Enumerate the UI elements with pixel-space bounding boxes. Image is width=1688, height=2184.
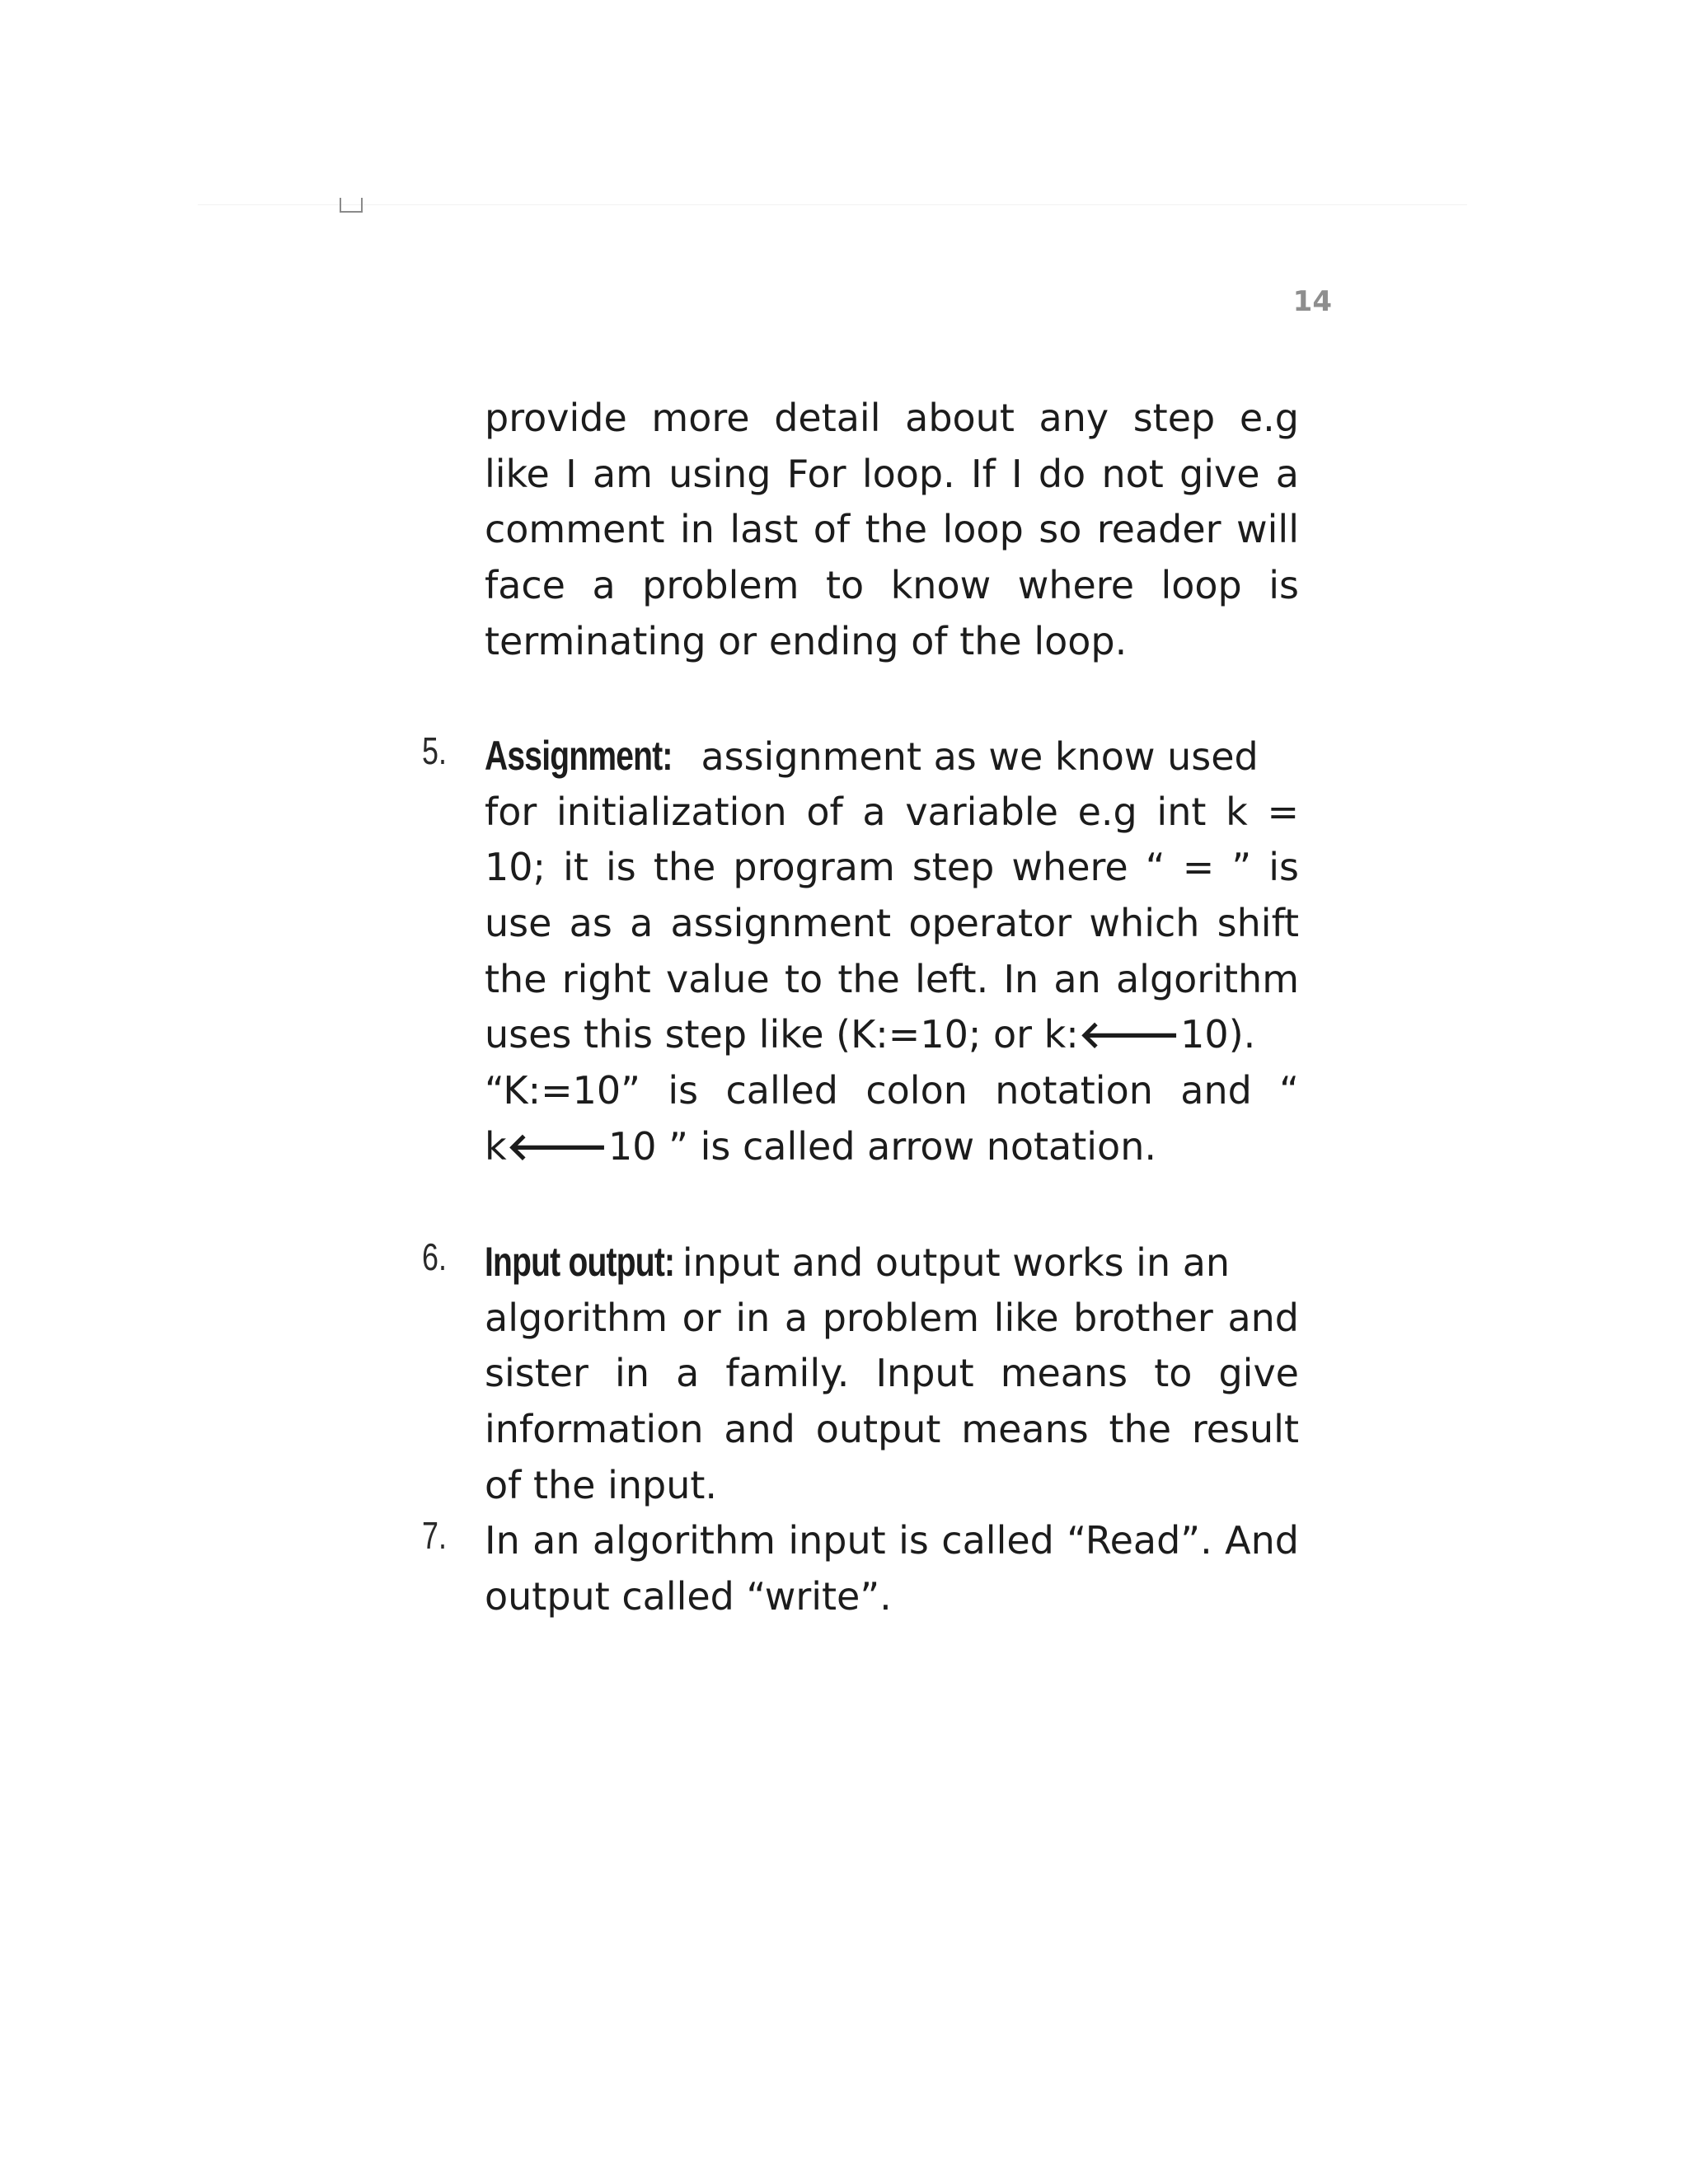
io-line-3-text: sister in a family. Input means to give [485,1351,1299,1396]
rw-line-1 [485,1513,1299,1569]
io-line-1 [485,1235,1299,1291]
assignment-line-6-tail: 10). [1180,1012,1256,1057]
io-line-4 [485,1402,1299,1458]
intro-paragraph [485,391,1299,669]
assignment-line-1 [485,729,1299,785]
assignment-line-7 [485,1063,1299,1119]
io-line-4-text: information and output means the result [485,1407,1299,1452]
intro-line-2 [485,447,1299,503]
assignment-line-7-text: “K:=10” is called colon notation and “ [485,1068,1299,1113]
rw-line-2 [485,1569,1299,1625]
list-number-6: 6. [422,1235,447,1278]
assignment-line-2-text: for initialization of a variable e.g int k = [485,789,1299,834]
list-number-7: 7. [422,1514,447,1557]
assignment-line-6 [485,1007,1299,1063]
intro-line-3 [485,502,1299,558]
intro-line-3-text: comment in last of the loop so reader will [485,507,1299,552]
intro-line-1-text: provide more detail about any step e.g [485,396,1299,440]
assignment-line-1-text: assignment as we know used [701,734,1259,779]
assignment-line-8-text: 10 ” is called arrow notation. [608,1123,1156,1169]
assignment-line-3 [485,840,1299,896]
io-line-1-text: input and output works in an [682,1240,1231,1285]
assignment-line-8-head: k [485,1123,507,1169]
list-item-input-output [485,1235,1299,1513]
crop-mark-icon [340,198,363,213]
io-line-2 [485,1291,1299,1347]
intro-line-1 [485,391,1299,447]
term-assignment: Assignment: [485,733,673,779]
assignment-line-5-text: the right value to the left. In an algorithm [485,956,1299,1001]
page-number: 14 [1292,285,1332,318]
assignment-line-8 [485,1119,1299,1175]
intro-line-2-text: like I am using For loop. If I do not give a [485,451,1299,496]
intro-line-5-text: terminating or ending of the loop. [485,618,1128,663]
rw-line-2-text: output called “write”. [485,1573,892,1619]
io-line-3 [485,1346,1299,1402]
list-number-5: 5. [422,729,447,772]
assignment-line-4-text: use as a assignment operator which shift [485,901,1299,946]
assignment-line-3-text: 10; it is the program step where “ = ” is [485,845,1299,890]
left-arrow-icon: 🡐 [506,1123,608,1169]
left-arrow-icon: 🡐 [1078,1012,1181,1057]
assignment-line-4 [485,896,1299,952]
intro-line-4-text: face a problem to know where loop is [485,563,1299,608]
header-rule [198,204,1467,205]
assignment-line-6-text: uses this step like (K:=10; or k: [485,1012,1079,1057]
list-item-read-write [485,1513,1299,1624]
assignment-line-5 [485,952,1299,1008]
io-line-5-text: of the input. [485,1462,718,1507]
list-item-assignment [485,729,1299,1175]
intro-line-5 [485,614,1299,670]
term-input-output: Input output: [485,1239,675,1285]
rw-line-1-text: In an algorithm input is called “Read”. And [485,1518,1299,1563]
io-line-2-text: algorithm or in a problem like brother and [485,1295,1299,1340]
intro-line-4 [485,558,1299,614]
assignment-line-2 [485,785,1299,841]
io-line-5 [485,1458,1299,1514]
